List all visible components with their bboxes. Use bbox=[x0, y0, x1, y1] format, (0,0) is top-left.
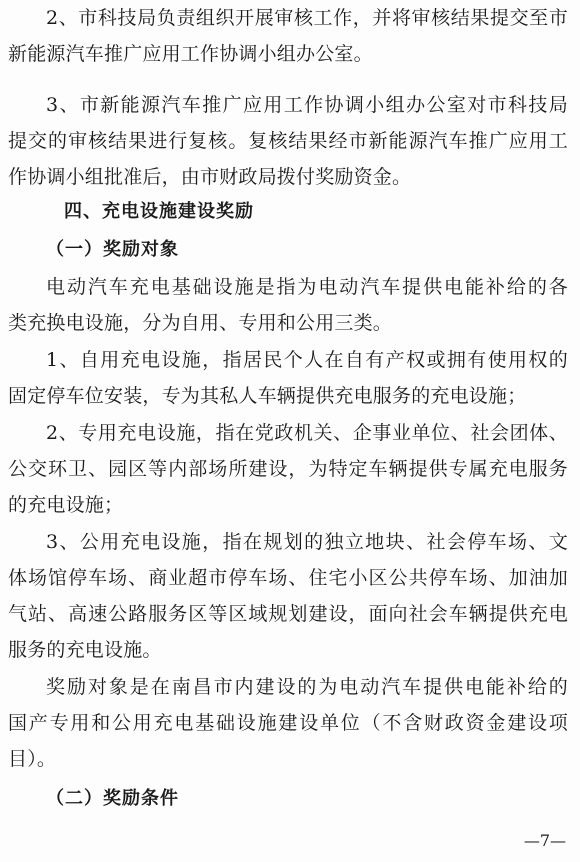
paragraph-line: 目）。 bbox=[8, 748, 57, 770]
subsection-heading: （一）奖励对象 bbox=[46, 239, 179, 260]
paragraph-line: 作协调小组批准后，由市财政局拨付奖励资金。 bbox=[8, 166, 412, 188]
page-number: —7— bbox=[523, 831, 566, 850]
paragraph-line: 的充电设施； bbox=[8, 494, 124, 516]
paragraph-line: 3、市新能源汽车推广应用工作协调小组办公室对市科技局 bbox=[46, 94, 568, 116]
paragraph-line: 体场馆停车场、商业超市停车场、住宅小区公共停车场、加油加 bbox=[8, 567, 568, 589]
paragraph-line: 提交的审核结果进行复核。复核结果经市新能源汽车推广应用工 bbox=[8, 130, 568, 152]
paragraph-line: 2、市科技局负责组织开展审核工作，并将审核结果提交至市 bbox=[46, 7, 568, 29]
paragraph-line: 气站、高速公路服务区等区域规划建设，面向社会车辆提供充电 bbox=[8, 603, 568, 625]
paragraph-line: 奖励对象是在南昌市内建设的为电动汽车提供电能补给的 bbox=[46, 676, 568, 698]
paragraph-line: 2、专用充电设施，指在党政机关、企事业单位、社会团体、 bbox=[46, 422, 568, 444]
paragraph-line: 新能源汽车推广应用工作协调小组办公室。 bbox=[8, 43, 373, 65]
paragraph-line: 类充换电设施，分为自用、专用和公用三类。 bbox=[8, 312, 393, 334]
paragraph-line: 电动汽车充电基础设施是指为电动汽车提供电能补给的各 bbox=[46, 276, 568, 298]
subsection-heading: （二）奖励条件 bbox=[46, 788, 179, 809]
paragraph-line: 3、公用充电设施，指在规划的独立地块、社会停车场、文 bbox=[46, 531, 568, 553]
paragraph-line: 公交环卫、园区等内部场所建设，为特定车辆提供专属充电服务 bbox=[8, 458, 568, 480]
paragraph-line: 1、自用充电设施，指居民个人在自有产权或拥有使用权的 bbox=[46, 349, 568, 371]
paragraph-line: 服务的充电设施。 bbox=[8, 639, 162, 661]
section-heading: 四、充电设施建设奖励 bbox=[64, 201, 254, 222]
paragraph-line: 国产专用和公用充电基础设施建设单位（不含财政资金建设项 bbox=[8, 712, 568, 734]
paragraph-line: 固定停车位安装，专为其私人车辆提供充电服务的充电设施； bbox=[8, 385, 527, 407]
